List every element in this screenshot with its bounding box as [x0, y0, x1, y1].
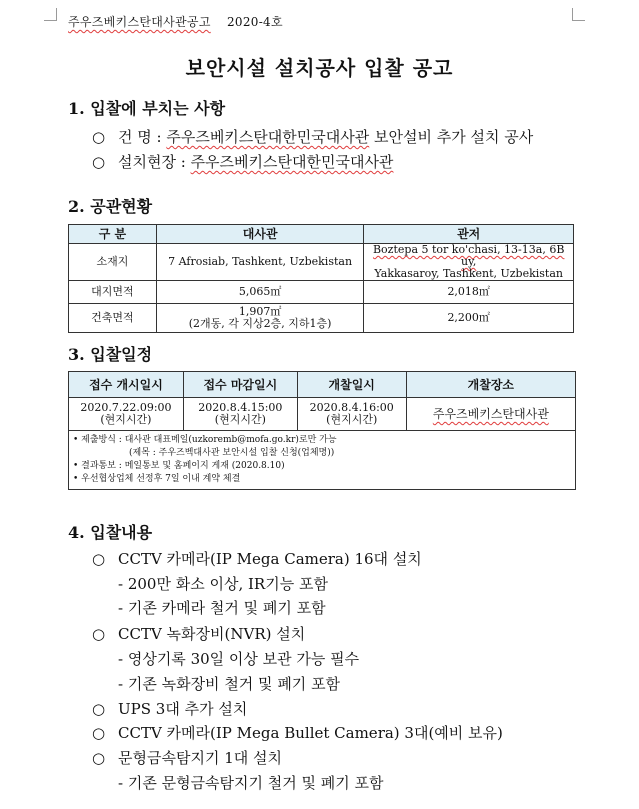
- list-item: - 영상기록 30일 이상 보관 가능 필수: [118, 650, 360, 668]
- table-row: 대지면적 5,065㎡ 2,018㎡: [69, 281, 574, 304]
- section3-title: 3. 입찰일정: [68, 345, 153, 364]
- list-item: - 기존 카메라 철거 및 폐기 포함: [118, 599, 326, 617]
- document-title: 보안시설 설치공사 입찰 공고: [185, 56, 454, 80]
- notice-org: 주우즈베키스탄대사관공고: [68, 15, 211, 29]
- circle-bullet-icon: ○: [92, 550, 106, 568]
- list-item: ○ CCTV 녹화장비(NVR) 설치: [92, 625, 306, 643]
- page-corner-mark-right: [572, 8, 585, 21]
- circle-bullet-icon: ○: [92, 749, 106, 767]
- header-residence: 관저: [364, 225, 574, 244]
- header-start: 접수 개시일시: [69, 372, 184, 398]
- section4-title: 4. 입찰내용: [68, 523, 153, 542]
- circle-bullet-icon: ○: [92, 700, 106, 718]
- list-item: - 기존 녹화장비 철거 및 폐기 포함: [118, 675, 341, 693]
- list-item: ○ CCTV 카메라(IP Mega Camera) 16대 설치: [92, 550, 422, 568]
- notice-number-line: [68, 13, 283, 30]
- mission-info-table: [68, 224, 574, 333]
- header-embassy: 대사관: [156, 225, 364, 244]
- list-item: ○ UPS 3대 추가 설치: [92, 700, 248, 718]
- section1-title: 1. 입찰에 부치는 사항: [68, 99, 226, 118]
- page-corner-mark-left: [44, 8, 57, 21]
- header-place: 개찰장소: [406, 372, 575, 398]
- list-item: ○ 문형금속탐지기 1대 설치: [92, 749, 282, 767]
- circle-bullet-icon: ○: [92, 128, 106, 146]
- circle-bullet-icon: ○: [92, 625, 106, 643]
- table-row: 건축면적 1,907㎡ (2개동, 각 지상2층, 지하1층) 2,200㎡: [69, 304, 574, 333]
- table-row: 소재지 7 Afrosiab, Tashkent, Uzbekistan Boztepa 5 tor ko'chasi, 13-13a, 6B uy, Yakkasaroy, Tashkent, Uzbekistan: [69, 244, 574, 281]
- section2-title: 2. 공관현황: [68, 197, 153, 216]
- circle-bullet-icon: ○: [92, 153, 106, 171]
- header-category: 구 분: [69, 225, 157, 244]
- list-item: - 200만 화소 이상, IR기능 포함: [118, 575, 328, 593]
- list-item: - 기존 문형금속탐지기 철거 및 폐기 포함: [118, 774, 384, 792]
- header-deadline: 접수 마감일시: [183, 372, 297, 398]
- section1-item-name: ○ 건 명 : 주우즈베키스탄대한민국대사관 보안설비 추가 설치 공사: [92, 128, 534, 146]
- schedule-notes: • 제출방식 : 대사관 대표메일(uzkoremb@mofa.go.kr)로만 가능 (제목 : 주우즈벡대사관 보안시설 입찰 신청(업체명)) • 결과통보 : 메일통보 및 홈페이지 게재 (2020.8.10) • 우선협상업체 선정후 7일 이내 계약 체결: [69, 431, 576, 490]
- list-item: ○ CCTV 카메라(IP Mega Bullet Camera) 3대(예비 보유): [92, 724, 503, 742]
- notice-number: 2020-4호: [226, 15, 283, 29]
- section1-item-site: ○ 설치현장 : 주우즈베키스탄대한민국대사관: [92, 153, 394, 171]
- bid-schedule-table: [68, 371, 576, 490]
- table-row: 2020.7.22.09:00 (현지시간) 2020.8.4.15:00 (현지시간) 2020.8.4.16:00 (현지시간) 주우즈베키스탄대사관: [69, 398, 576, 431]
- header-opening: 개찰일시: [297, 372, 406, 398]
- circle-bullet-icon: ○: [92, 724, 106, 742]
